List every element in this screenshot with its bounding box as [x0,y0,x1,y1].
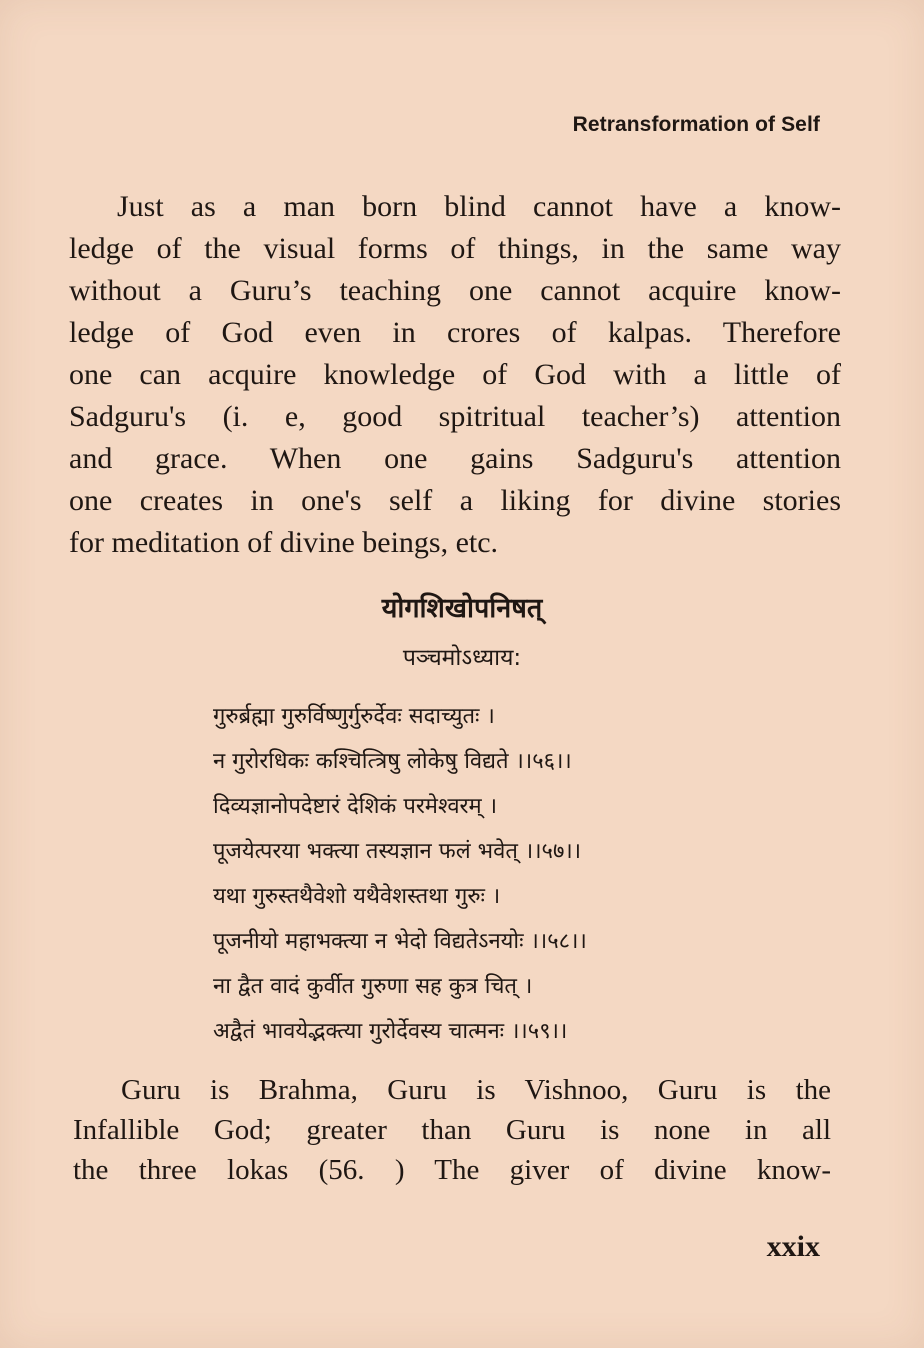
paragraph-line: ledge of God even in crores of kalpas. Therefore [69,316,841,349]
verse-line: पूजयेत्परया भक्त्या तस्यज्ञान फलं भवेत् ।।५७।। [213,839,582,864]
paragraph-line: for meditation of divine beings, etc. [69,526,499,559]
page-number: xxix [766,1230,820,1263]
verse-line: गुरुर्ब्रह्मा गुरुर्विष्णुर्गुरुर्देवः सदाच्युतः । [213,704,495,729]
paragraph-translation [73,1070,831,1190]
paragraph-line: the three lokas (56. ) The giver of divine know- [73,1154,831,1186]
verse-line: दिव्यज्ञानोपदेष्टारं देशिकं परमेश्वरम् । [213,794,498,819]
sanskrit-verses [213,694,587,1054]
paragraph-line: one can acquire knowledge of God with a little of [69,358,841,391]
sanskrit-title: योगशिखोपनिषत् [381,593,543,624]
verse-line: न गुरोरधिकः कश्चित्त्रिषु लोकेषु विद्यते ।।५६।। [213,749,572,774]
paragraph-line: without a Guru’s teaching one cannot acquire know- [69,274,841,307]
paragraph-line: Infallible God; greater than Guru is none in all [73,1114,831,1146]
running-header: Retransformation of Self [572,113,820,136]
paragraph-line: and grace. When one gains Sadguru's attention [69,442,841,475]
verse-line: यथा गुरुस्तथैवेशो यथैवेशस्तथा गुरुः । [213,884,501,909]
verse-line: ना द्वैत वादं कुर्वीत गुरुणा सह कुत्र चित् । [213,974,533,999]
sanskrit-subtitle: पञ्चमोऽध्याय: [402,645,522,671]
verse-line: अद्वैतं भावयेद्भक्त्या गुरोर्देवस्य चात्मनः ।।५९।। [213,1019,568,1044]
paragraph-line: Guru is Brahma, Guru is Vishnoo, Guru is the [121,1074,831,1106]
paragraph-line: ledge of the visual forms of things, in the same way [69,232,841,265]
paragraph-intro [69,186,841,564]
verse-line: पूजनीयो महाभक्त्या न भेदो विद्यतेऽनयोः ।।५८।। [213,929,587,954]
paragraph-line: Just as a man born blind cannot have a know- [117,190,841,223]
paragraph-line: Sadguru's (i. e, good spitritual teacher’s) attention [69,400,841,433]
paragraph-line: one creates in one's self a liking for divine stories [69,484,841,517]
